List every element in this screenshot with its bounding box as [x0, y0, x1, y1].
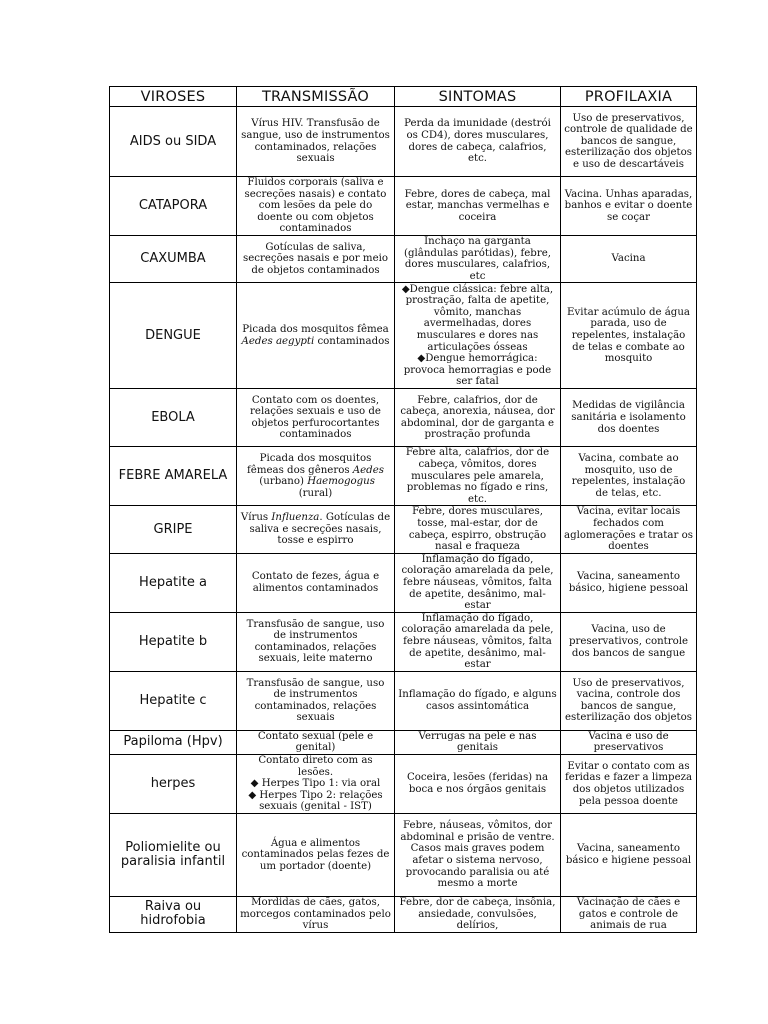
transmission-text: (urbano) [256, 476, 308, 488]
virus-name: Hepatite b [110, 612, 237, 671]
header-sintomas: SINTOMAS [395, 87, 561, 107]
table-row [110, 107, 697, 177]
transmission-text: . Gotículas de saliva e secreções nasais, tosse e espirro [249, 512, 391, 547]
virus-name: FEBRE AMARELA [110, 447, 237, 506]
symptoms-cell: Perda da imunidade (destrói os CD4), dores musculares, dores de cabeça, calafrios, etc. [395, 107, 561, 177]
transmission-cell: Vírus HIV. Transfusão de sangue, uso de instrumentos contaminados, relações sexuais [237, 107, 395, 177]
symptoms-cell: Febre, dor de cabeça, insônia, ansiedade, convulsões, delírios, [395, 896, 561, 932]
virus-name: GRIPE [110, 506, 237, 553]
species-name: Aedes aegypti [241, 335, 315, 347]
species-name: Haemogogus [307, 476, 375, 488]
table-row [110, 389, 697, 447]
table-row [110, 506, 697, 553]
virus-name-line: Raiva ou [144, 899, 202, 915]
virus-name: herpes [110, 754, 237, 813]
transmission-cell [237, 506, 395, 553]
virus-name: CAXUMBA [110, 236, 237, 283]
transmission-text: Picada dos mosquitos fêmeas dos gêneros [247, 453, 372, 476]
transmission-cell: Mordidas de cães, gatos, morcegos contaminados pelo vírus [237, 896, 395, 932]
prophylaxis-cell: Vacina. Unhas aparadas, banhos e evitar o doente se coçar [561, 177, 697, 236]
symptoms-cell: Febre, dores de cabeça, mal estar, manchas vermelhas e coceira [395, 177, 561, 236]
virus-name [110, 813, 237, 896]
transmission-cell: Contato sexual (pele e genital) [237, 730, 395, 754]
species-name: Aedes [352, 464, 384, 476]
table-row [110, 236, 697, 283]
symptoms-cell: Verrugas na pele e nas genitais [395, 730, 561, 754]
transmission-text: Vírus [240, 512, 272, 524]
table-row [110, 447, 697, 506]
header-transmissao: TRANSMISSÃO [237, 87, 395, 107]
virus-name-line: Poliomielite ou [125, 839, 221, 855]
prophylaxis-cell: Evitar acúmulo de água parada, uso de repelentes, instalação de telas e combate ao mosquito [561, 283, 697, 389]
virus-name: Hepatite a [110, 553, 237, 612]
prophylaxis-cell: Vacinação de cães e gatos e controle de animais de rua [561, 896, 697, 932]
symptom-bullet: ◆Dengue hemorrágica: provoca hemorragias e pode ser fatal [403, 353, 552, 388]
table-row [110, 896, 697, 932]
prophylaxis-cell: Uso de preservativos, controle de qualidade de bancos de sangue, esterilização dos objetos e uso de descartáveis [561, 107, 697, 177]
symptoms-cell: Febre, dores musculares, tosse, mal-estar, dor de cabeça, espirro, obstrução nasal e fraqueza [395, 506, 561, 553]
transmission-cell: Gotículas de saliva, secreções nasais e por meio de objetos contaminados [237, 236, 395, 283]
prophylaxis-cell: Vacina, saneamento básico, higiene pessoal [561, 553, 697, 612]
table-row [110, 671, 697, 730]
header-row [110, 87, 697, 107]
transmission-text: contaminados [314, 335, 390, 347]
prophylaxis-cell: Medidas de vigilância sanitária e isolamento dos doentes [561, 389, 697, 447]
virus-name: CATAPORA [110, 177, 237, 236]
transmission-cell: Água e alimentos contaminados pelas fezes de um portador (doente) [237, 813, 395, 896]
symptoms-cell: Febre alta, calafrios, dor de cabeça, vômitos, dores musculares pele amarela, problemas no fígado e rins, etc. [395, 447, 561, 506]
transmission-cell: Contato com os doentes, relações sexuais e uso de objetos perfurocortantes contaminados [237, 389, 395, 447]
transmission-cell: Transfusão de sangue, uso de instrumentos contaminados, relações sexuais [237, 671, 395, 730]
symptoms-cell: Inchaço na garganta (glândulas parótidas), febre, dores musculares, calafrios, etc [395, 236, 561, 283]
transmission-bullet: ◆ Herpes Tipo 1: via oral [250, 778, 381, 790]
transmission-cell [237, 754, 395, 813]
prophylaxis-cell: Uso de preservativos, vacina, controle dos bancos de sangue, esterilização dos objetos [561, 671, 697, 730]
symptoms-cell: Inflamação do fígado, coloração amarelada da pele, febre náuseas, vômitos, falta de apetite, desânimo, mal-estar [395, 612, 561, 671]
document-page [109, 86, 697, 933]
prophylaxis-cell: Vacina, saneamento básico e higiene pessoal [561, 813, 697, 896]
transmission-line: Contato direto com as lesões. [258, 754, 373, 778]
virus-name: DENGUE [110, 283, 237, 389]
symptoms-cell: Coceira, lesões (feridas) na boca e nos órgãos genitais [395, 754, 561, 813]
symptom-bullet: ◆Dengue clássica: febre alta, prostração, falta de apetite, vômito, manchas avermelhadas, dores musculares e dores nas articulações ósseas [401, 283, 554, 353]
symptoms-cell [395, 283, 561, 389]
symptoms-cell: Febre, náuseas, vômitos, dor abdominal e prisão de ventre. Casos mais graves podem afetar o sistema nervoso, provocando paralisia ou até mesmo a morte [395, 813, 561, 896]
table-row [110, 813, 697, 896]
species-name: Influenza [271, 512, 320, 524]
symptoms-cell: Inflamação do fígado, coloração amarelada da pele, febre náuseas, vômitos, falta de apetite, desânimo, mal-estar [395, 553, 561, 612]
viroses-table [109, 86, 697, 933]
virus-name-line: paralisia infantil [120, 853, 226, 869]
table-row [110, 730, 697, 754]
transmission-text: (rural) [298, 487, 333, 499]
virus-name: EBOLA [110, 389, 237, 447]
transmission-bullet: ◆ Herpes Tipo 2: relações sexuais (genital - IST) [248, 789, 383, 813]
transmission-cell: Fluidos corporais (saliva e secreções nasais) e contato com lesões da pele do doente ou com objetos contaminados [237, 177, 395, 236]
virus-name: Papiloma (Hpv) [110, 730, 237, 754]
transmission-cell: Transfusão de sangue, uso de instrumentos contaminados, relações sexuais, leite materno [237, 612, 395, 671]
virus-name [110, 896, 237, 932]
table-row [110, 754, 697, 813]
transmission-text: Picada dos mosquitos fêmea [242, 324, 389, 336]
table-row [110, 283, 697, 389]
table-row [110, 177, 697, 236]
header-viroses: VIROSES [110, 87, 237, 107]
prophylaxis-cell: Vacina [561, 236, 697, 283]
prophylaxis-cell: Vacina, combate ao mosquito, uso de repelentes, instalação de telas, etc. [561, 447, 697, 506]
table-row [110, 553, 697, 612]
prophylaxis-cell: Evitar o contato com as feridas e fazer a limpeza dos objetos utilizados pela pessoa doente [561, 754, 697, 813]
virus-name: AIDS ou SIDA [110, 107, 237, 177]
table-row [110, 612, 697, 671]
transmission-cell: Contato de fezes, água e alimentos contaminados [237, 553, 395, 612]
prophylaxis-cell: Vacina e uso de preservativos [561, 730, 697, 754]
prophylaxis-cell: Vacina, evitar locais fechados com aglomerações e tratar os doentes [561, 506, 697, 553]
transmission-cell [237, 283, 395, 389]
virus-name-line: hidrofobia [140, 913, 206, 929]
transmission-cell [237, 447, 395, 506]
header-profilaxia: PROFILAXIA [561, 87, 697, 107]
symptoms-cell: Inflamação do fígado, e alguns casos assintomática [395, 671, 561, 730]
symptoms-cell: Febre, calafrios, dor de cabeça, anorexia, náusea, dor abdominal, dor de garganta e prostração profunda [395, 389, 561, 447]
prophylaxis-cell: Vacina, uso de preservativos, controle dos bancos de sangue [561, 612, 697, 671]
virus-name: Hepatite c [110, 671, 237, 730]
